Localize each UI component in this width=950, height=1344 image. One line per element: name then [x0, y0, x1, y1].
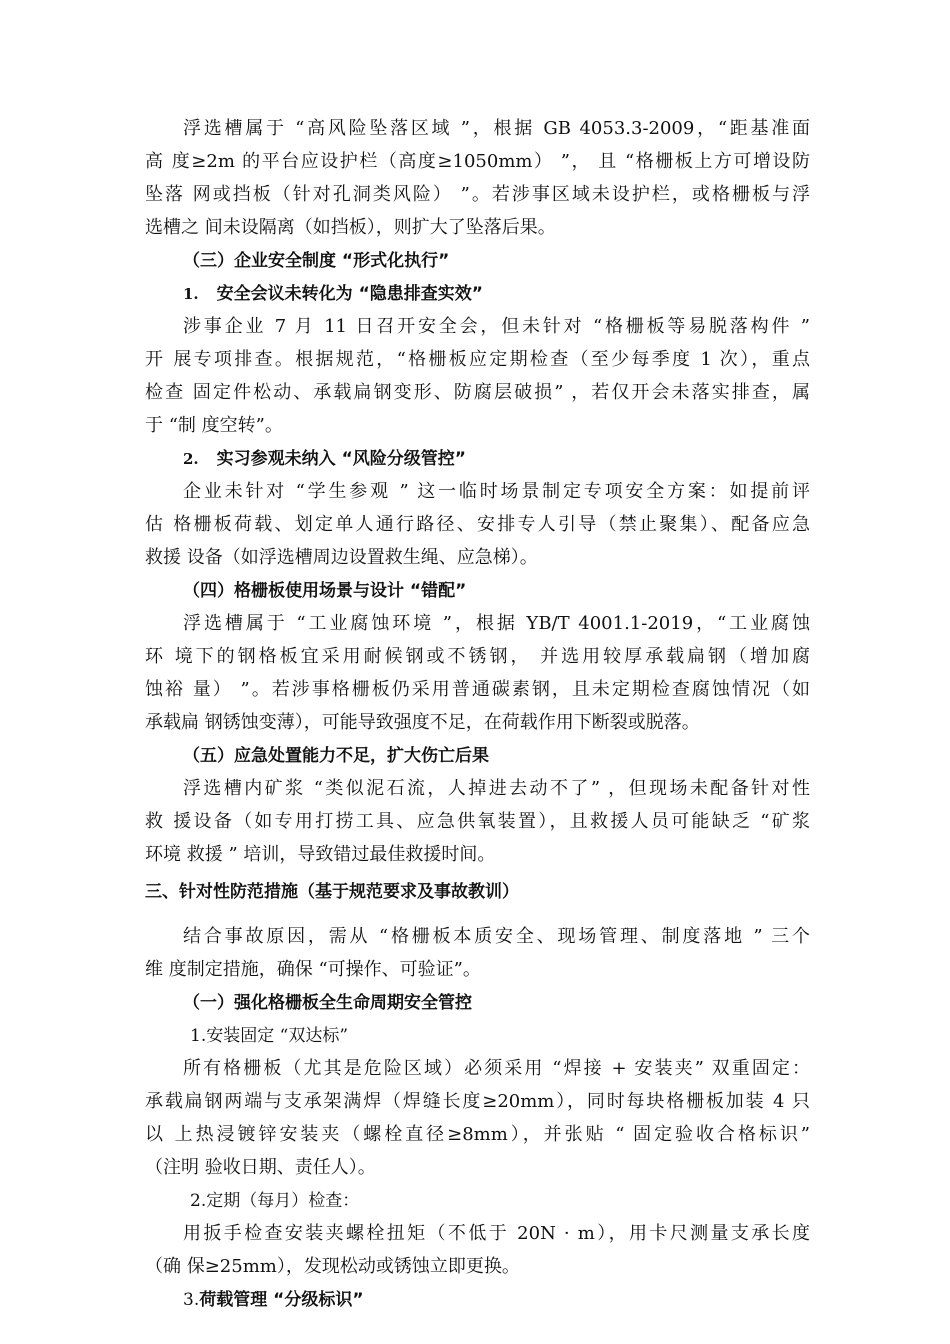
paragraph-line: （确 保≥25mm），发现松动或锈蚀立即更换。 — [145, 1256, 520, 1277]
heading-number: 2. — [183, 450, 199, 468]
paragraph-line: 承载扁钢两端与支承架满焊（焊缝长度≥20mm），同时每块格栅板加装 4 只 — [145, 1091, 810, 1112]
item-number: 3. — [183, 1290, 200, 1310]
paragraph-line: 浮选槽属于 “工业腐蚀环境 ”，根据 YB/T 4001.1-2019，“工业腐蚀 — [183, 613, 810, 634]
paragraph-line: 估 格栅板荷载、划定单人通行路径、安排专人引导（禁止聚集）、配备应急 — [145, 514, 810, 535]
paragraph-line: 维 度制定措施，确保 “可操作、可验证”。 — [145, 959, 481, 980]
paragraph-line: 浮选槽属于 “高风险坠落区域 ”，根据 GB 4053.3-2009，“距基准面 — [183, 118, 810, 139]
item-heading-2: 2.定期（每月）检查： — [190, 1191, 360, 1211]
subsection-heading: （一）强化格栅板全生命周期安全管控 — [183, 993, 472, 1013]
heading-3-2 — [183, 447, 466, 471]
paragraph-line: 高 度≥2m 的平台应设护栏（高度≥1050mm） ”， 且 “格栅板上方可增设防 — [145, 151, 810, 172]
paragraph-line: 救 援设备（如专用打捞工具、应急供氧装置），且救援人员可能缺乏 “矿浆 — [145, 811, 810, 832]
paragraph-line: 蚀裕 量） ”。若涉事格栅板仍采用普通碳素钢，且未定期检查腐蚀情况（如 — [145, 679, 810, 700]
paragraph-line: 所有格栅板（尤其是危险区域）必须采用 “焊接 + 安装夹” 双重固定： — [183, 1058, 810, 1079]
section-heading: 三、针对性防范措施（基于规范要求及事故教训） — [145, 882, 519, 902]
heading-4: （四）格栅板使用场景与设计 “错配” — [183, 581, 467, 601]
paragraph-line: 选槽之 间未设隔离（如挡板），则扩大了坠落后果。 — [145, 217, 556, 238]
paragraph-line: 开 展专项排查。根据规范，“格栅板应定期检查（至少每季度 1 次），重点 — [145, 349, 810, 370]
heading-text: 安全会议未转化为 “隐患排查实效” — [216, 284, 483, 304]
item-heading-1: 1.安装固定 “双达标” — [190, 1026, 349, 1046]
paragraph-line: （注明 验收日期、责任人）。 — [145, 1157, 376, 1178]
paragraph-line: 于 “制 度空转”。 — [145, 415, 283, 436]
paragraph-line: 环境 救援 ” 培训，导致错过最佳救援时间。 — [145, 844, 496, 865]
paragraph-line: 用扳手检查安装夹螺栓扭矩（不低于 20N · m），用卡尺测量支承长度 — [183, 1223, 810, 1244]
paragraph-line: 救援 设备（如浮选槽周边设置救生绳、应急梯）。 — [145, 547, 538, 568]
heading-3-1 — [183, 282, 483, 306]
heading-number: 1. — [183, 285, 199, 303]
paragraph-line: 浮选槽内矿浆 “类似泥石流，人掉进去动不了” ，但现场未配备针对性 — [183, 778, 810, 799]
paragraph-line: 环 境下的钢格板宜采用耐候钢或不锈钢， 并选用较厚承载扁钢（增加腐 — [145, 646, 810, 667]
paragraph-line: 涉事企业 7 月 11 日召开安全会，但未针对 “格栅板等易脱落构件 ” — [183, 316, 810, 337]
item-heading-3 — [183, 1288, 364, 1312]
paragraph-line: 企业未针对 “学生参观 ” 这一临时场景制定专项安全方案：如提前评 — [183, 481, 810, 502]
paragraph-line: 以 上热浸镀锌安装夹（螺栓直径≥8mm），并张贴 “ 固定验收合格标识” — [145, 1124, 810, 1145]
paragraph-line: 检查 固定件松动、承载扁钢变形、防腐层破损” ，若仅开会未落实排查，属 — [145, 382, 810, 403]
heading-text: 实习参观未纳入 “风险分级管控” — [216, 449, 466, 469]
paragraph-line: 坠落 网或挡板（针对孔洞类风险） ”。若涉事区域未设护栏，或格栅板与浮 — [145, 184, 810, 205]
paragraph-line: 承载扁 钢锈蚀变薄），可能导致强度不足，在荷载作用下断裂或脱落。 — [145, 712, 700, 733]
heading-3: （三）企业安全制度 “形式化执行” — [183, 251, 450, 271]
heading-5: （五）应急处置能力不足，扩大伤亡后果 — [183, 746, 489, 766]
item-text: 荷载管理 “分级标识” — [199, 1290, 364, 1310]
paragraph-line: 结合事故原因，需从 “格栅板本质安全、现场管理、制度落地 ” 三个 — [183, 926, 810, 947]
